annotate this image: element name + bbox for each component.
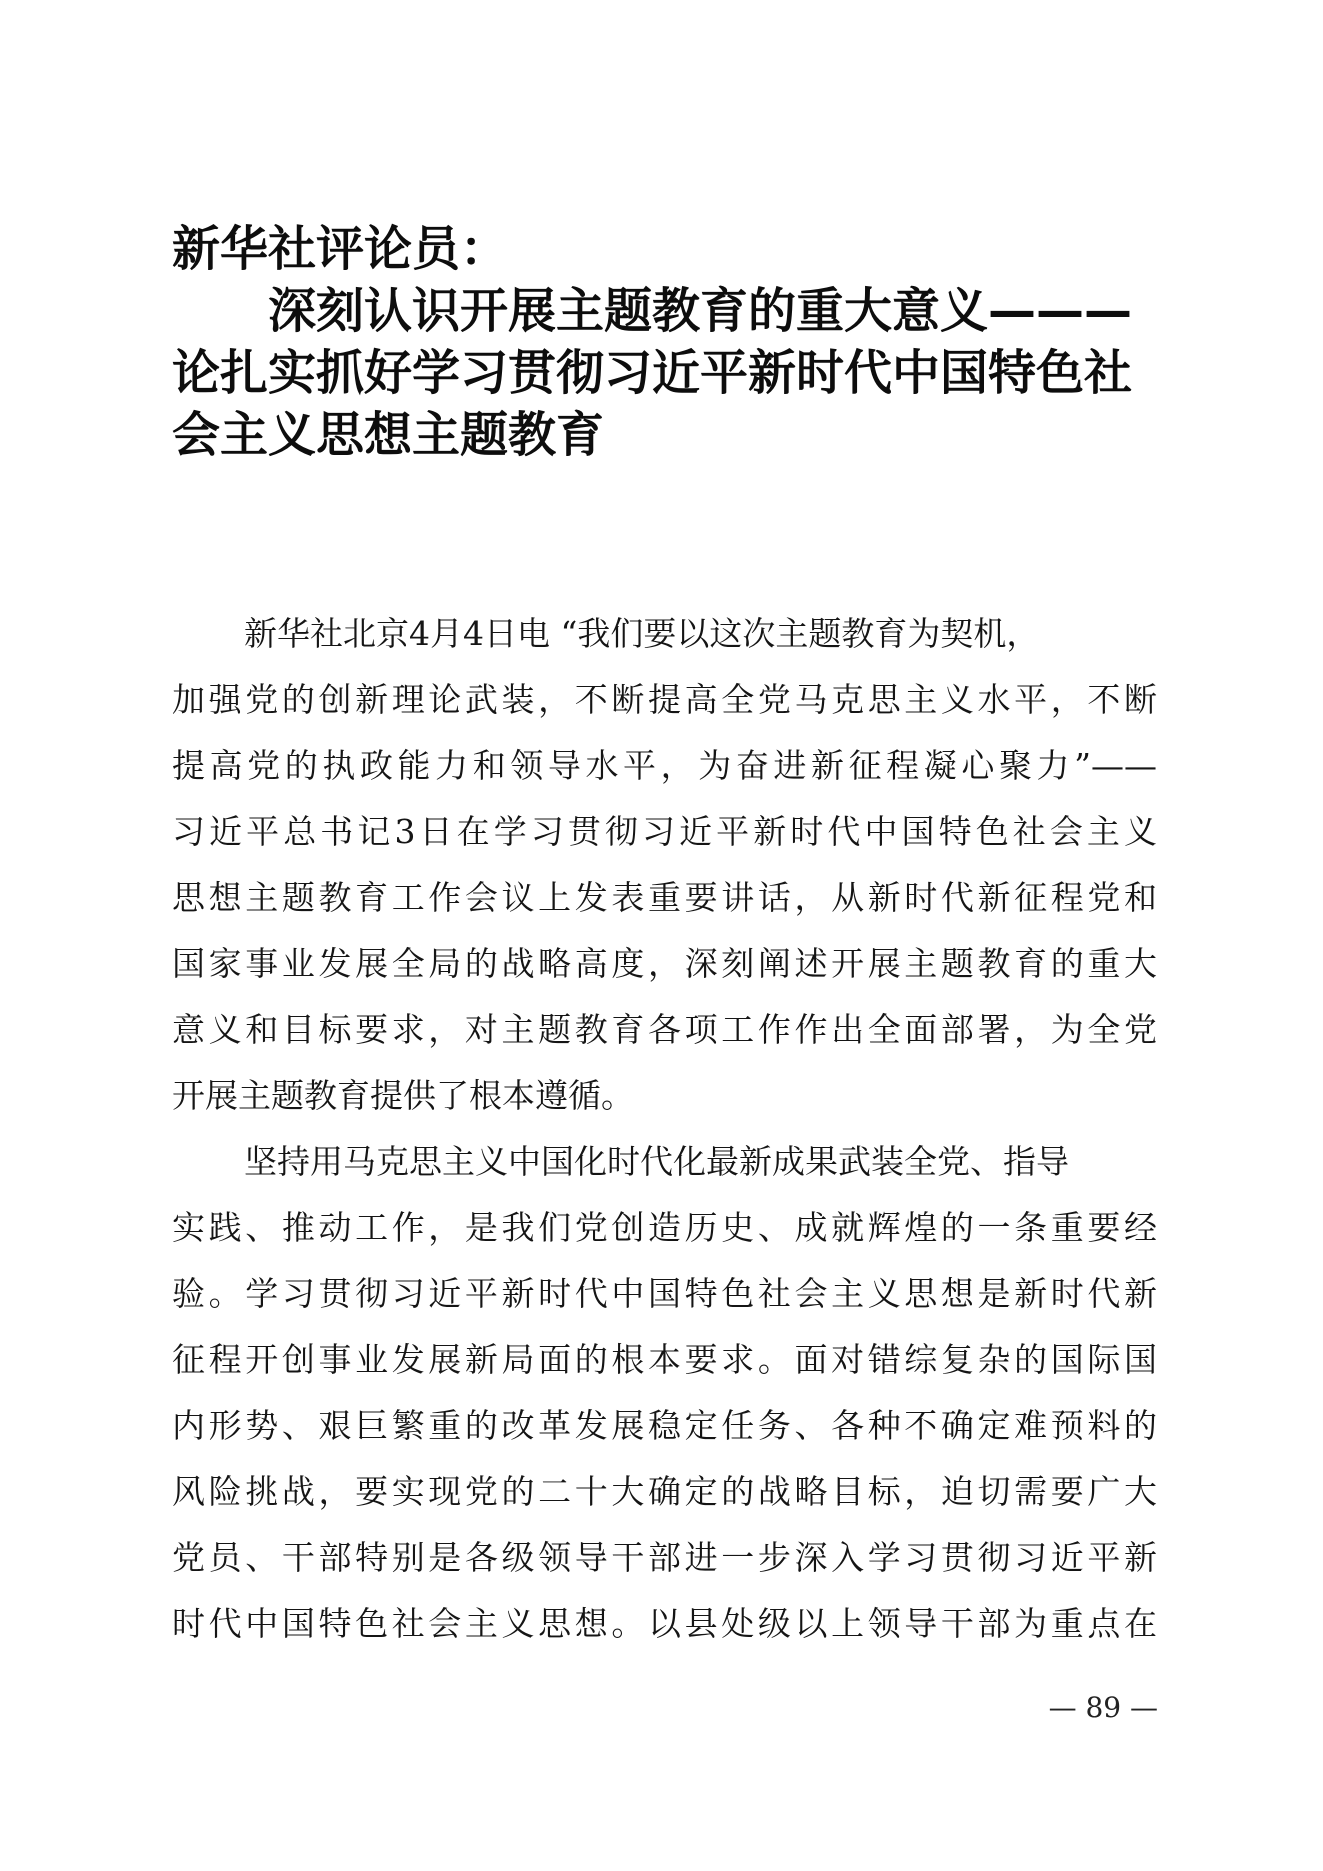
paragraph-2-line-1: 坚持用马克思主义中国化时代化最新成果武装全党、指导 (244, 1142, 1069, 1181)
paragraph-1-line-8: 开展主题教育提供了根本遵循。 (172, 1076, 634, 1115)
paragraph-2-line-8: 时代中国特色社会主义思想。以县处级以上领导干部为重点在 (172, 1604, 1157, 1643)
paragraph-1 (172, 601, 1157, 1129)
article-heading (172, 218, 1157, 466)
paragraph-2-line-2: 实践、推动工作，是我们党创造历史、成就辉煌的一条重要经 (172, 1208, 1157, 1247)
paragraph-2 (172, 1129, 1157, 1657)
paragraph-1-line-5: 思想主题教育工作会议上发表重要讲话，从新时代新征程党和 (172, 878, 1157, 917)
paragraph-2-line-5: 内形势、艰巨繁重的改革发展稳定任务、各种不确定难预料的 (172, 1406, 1157, 1445)
paragraph-1-line-4: 习近平总书记3日在学习贯彻习近平新时代中国特色社会主义 (172, 812, 1157, 851)
heading-line-3: 论扎实抓好学习贯彻习近平新时代中国特色社 (172, 345, 1133, 401)
paragraph-1-line-7: 意义和目标要求，对主题教育各项工作作出全面部署，为全党 (172, 1010, 1157, 1049)
page-number: — 89 — (1048, 1691, 1158, 1724)
paragraph-1-line-2: 加强党的创新理论武装，不断提高全党马克思主义水平，不断 (172, 680, 1157, 719)
paragraph-2-line-6: 风险挑战，要实现党的二十大确定的战略目标，迫切需要广大 (172, 1472, 1157, 1511)
paragraph-1-line-1: 新华社北京4月4日电 “我们要以这次主题教育为契机， (244, 614, 1040, 653)
paragraph-1-line-3: 提高党的执政能力和领导水平，为奋进新征程凝心聚力”—— (172, 746, 1157, 785)
paragraph-1-line-6: 国家事业发展全局的战略高度，深刻阐述开展主题教育的重大 (172, 944, 1157, 983)
paragraph-2-line-3: 验。学习贯彻习近平新时代中国特色社会主义思想是新时代新 (172, 1274, 1157, 1313)
paragraph-2-line-4: 征程开创事业发展新局面的根本要求。面对错综复杂的国际国 (172, 1340, 1157, 1379)
heading-line-1: 新华社评论员： (172, 221, 509, 277)
heading-line-4: 会主义思想主题教育 (172, 407, 605, 463)
article-body (172, 601, 1157, 1657)
paragraph-2-line-7: 党员、干部特别是各级领导干部进一步深入学习贯彻习近平新 (172, 1538, 1157, 1577)
heading-line-2: 深刻认识开展主题教育的重大意义——— (268, 283, 1133, 339)
